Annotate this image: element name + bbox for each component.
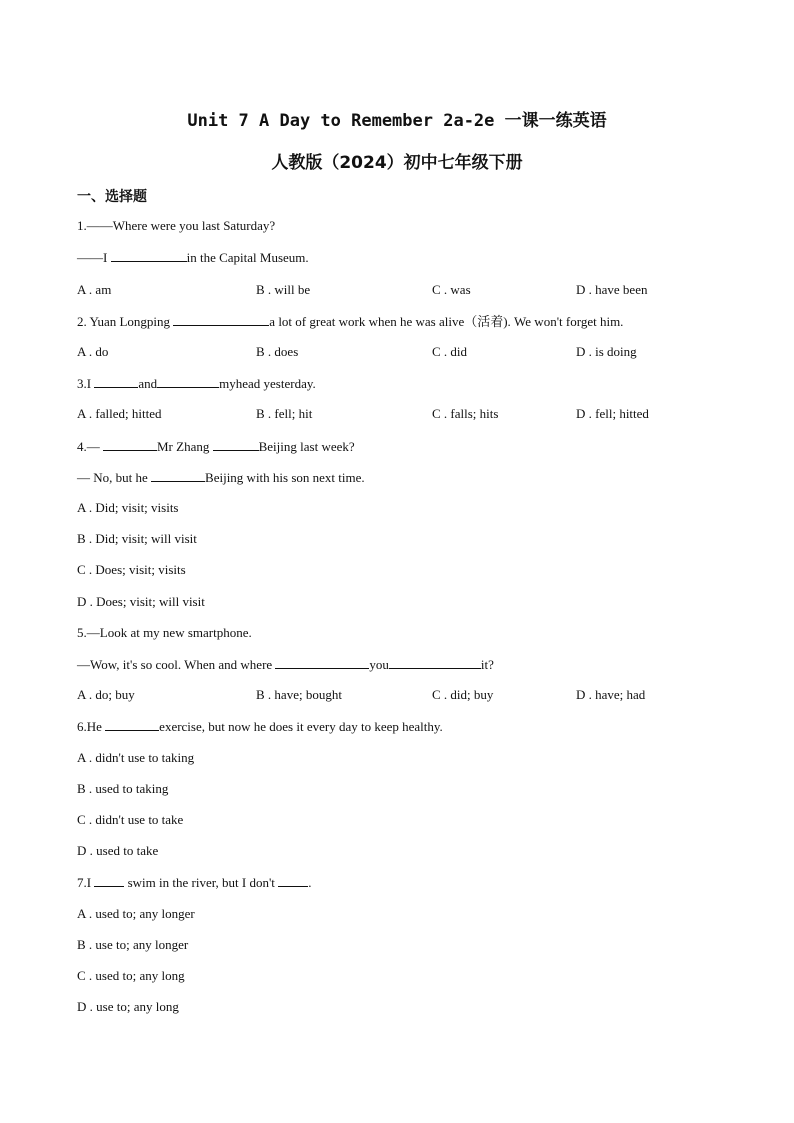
answer-blank[interactable]	[103, 438, 157, 451]
option-d[interactable]: D . have been	[576, 282, 648, 297]
question-2-prompt	[77, 313, 623, 330]
answer-blank[interactable]	[278, 874, 308, 887]
option-d[interactable]: D . use to; any long	[77, 999, 179, 1014]
option-c[interactable]: C . did	[432, 344, 468, 359]
option-c[interactable]: C . falls; hits	[432, 406, 499, 421]
option-b[interactable]: B . will be	[256, 282, 311, 297]
answer-blank[interactable]	[173, 313, 269, 326]
question-5-text-b: you	[369, 657, 389, 672]
option-a[interactable]: A . falled; hitted	[77, 406, 162, 421]
option-a[interactable]: A . used to; any longer	[77, 906, 195, 921]
question-6-text-a: 6.He	[77, 719, 106, 734]
question-1-text-b: in the Capital Museum.	[186, 250, 309, 265]
option-b[interactable]: B . have; bought	[256, 687, 342, 702]
question-1-text-a: ——I	[77, 250, 111, 265]
question-4-prompt	[77, 438, 355, 455]
question-6-text-b: exercise, but now he does it every day to keep healthy.	[159, 719, 443, 734]
question-5-text-a: —Wow, it's so cool. When and where	[77, 657, 276, 672]
question-4-line-2	[77, 469, 365, 486]
question-3-text-c: myhead yesterday.	[219, 376, 316, 391]
option-a[interactable]: A . do	[77, 344, 109, 359]
option-a[interactable]: A . Did; visit; visits	[77, 500, 179, 515]
answer-blank[interactable]	[389, 656, 481, 669]
question-5-prompt: 5.—Look at my new smartphone.	[77, 625, 252, 640]
option-b[interactable]: B . use to; any longer	[77, 937, 189, 952]
question-4-text-b: Mr Zhang	[157, 439, 213, 454]
option-c[interactable]: C . didn't use to take	[77, 812, 184, 827]
question-4-text-a: 4.—	[77, 439, 103, 454]
question-7-text-b: swim in the river, but I don't	[124, 875, 279, 890]
answer-blank[interactable]	[213, 438, 259, 451]
option-c[interactable]: C . used to; any long	[77, 968, 185, 983]
question-1-prompt: 1.——Where were you last Saturday?	[77, 218, 276, 233]
answer-blank[interactable]	[151, 469, 205, 482]
question-2-text-b: a lot of great work when he was alive（活着). We won't forget him.	[269, 314, 624, 329]
answer-blank[interactable]	[275, 656, 369, 669]
question-4-text-d: — No, but he	[77, 470, 152, 485]
answer-blank[interactable]	[105, 718, 159, 731]
question-4-text-c: Beijing last week?	[258, 439, 355, 454]
question-3-prompt	[77, 375, 316, 392]
page-subtitle: 人教版（2024）初中七年级下册	[271, 153, 523, 173]
option-d[interactable]: D . is doing	[576, 344, 637, 359]
option-b[interactable]: B . fell; hit	[256, 406, 313, 421]
question-5-text-c: it?	[480, 657, 494, 672]
question-7-prompt	[77, 874, 311, 891]
section-heading: 一、选择题	[77, 189, 147, 205]
option-d[interactable]: D . have; had	[576, 687, 646, 702]
question-1-line-2	[77, 249, 309, 266]
question-6-prompt	[77, 718, 443, 735]
question-7-text-c: .	[308, 875, 312, 890]
option-c[interactable]: C . was	[432, 282, 471, 297]
answer-blank[interactable]	[94, 375, 138, 388]
question-2-text-a: 2. Yuan Longping	[77, 314, 174, 329]
option-d[interactable]: D . Does; visit; will visit	[77, 594, 205, 609]
option-c[interactable]: C . Does; visit; visits	[77, 562, 186, 577]
question-4-text-e: Beijing with his son next time.	[205, 470, 365, 485]
page-title: Unit 7 A Day to Remember 2a-2e 一课一练英语	[187, 111, 607, 131]
option-a[interactable]: A . didn't use to taking	[77, 750, 195, 765]
answer-blank[interactable]	[111, 249, 187, 262]
answer-blank[interactable]	[94, 874, 124, 887]
option-a[interactable]: A . do; buy	[77, 687, 135, 702]
option-b[interactable]: B . Did; visit; will visit	[77, 531, 197, 546]
question-7-text-a: 7.I	[77, 875, 95, 890]
option-d[interactable]: D . used to take	[77, 843, 159, 858]
question-5-line-2	[77, 656, 494, 673]
answer-blank[interactable]	[157, 375, 219, 388]
question-3-text-a: 3.I	[77, 376, 95, 391]
question-3-text-b: and	[138, 376, 158, 391]
option-b[interactable]: B . does	[256, 344, 299, 359]
option-c[interactable]: C . did; buy	[432, 687, 494, 702]
option-a[interactable]: A . am	[77, 282, 112, 297]
option-b[interactable]: B . used to taking	[77, 781, 169, 796]
option-d[interactable]: D . fell; hitted	[576, 406, 649, 421]
